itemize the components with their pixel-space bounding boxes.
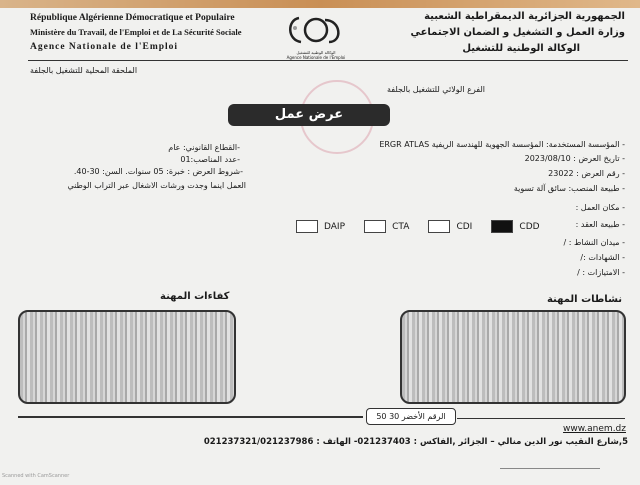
work-note: العمل اينما وجدت ورشات الاشغال عبر التراب الوطني bbox=[67, 181, 246, 190]
checkbox-cta[interactable] bbox=[364, 220, 386, 233]
logo-caption-fr: Agence Nationale de l'Emploi bbox=[286, 55, 346, 60]
legal-sector: -القطاع القانوني: عام bbox=[168, 143, 240, 152]
scan-edge bbox=[0, 0, 640, 8]
benefits: - الامتيازات : / bbox=[577, 268, 625, 277]
activities-heading: نشاطات المهنة bbox=[546, 294, 622, 305]
header-fr-line3: Agence Nationale de l'Emploi bbox=[30, 42, 179, 52]
anem-logo bbox=[285, 14, 347, 60]
header-fr-line2: Ministère du Travail, de l'Emploi et de La Sécurité Sociale bbox=[30, 27, 242, 37]
offer-date: - تاريخ العرض : 2023/08/10 bbox=[524, 154, 625, 163]
label-cdd: CDD bbox=[519, 221, 540, 232]
footer-divider-right bbox=[457, 418, 625, 419]
scan-line bbox=[500, 468, 600, 469]
camscanner-watermark: Scanned with CamScanner bbox=[2, 473, 70, 479]
header-divider bbox=[28, 60, 628, 61]
label-daip: DAIP bbox=[324, 221, 346, 232]
contract-type-row bbox=[296, 216, 554, 235]
label-cdi: CDI bbox=[456, 221, 473, 232]
post-nature: - طبيعة المنصب: سائق آلة تسوية bbox=[513, 184, 625, 193]
checkbox-cdi[interactable] bbox=[428, 220, 450, 233]
local-office: الملحقة المحلية للتشغيل بالجلفة bbox=[30, 66, 138, 75]
checkbox-daip[interactable] bbox=[296, 220, 318, 233]
employer: - المؤسسة المستخدمة: المؤسسة الجهوية للهندسة الريفية ERGR ATLAS bbox=[379, 140, 625, 149]
work-place: - مكان العمل : bbox=[575, 203, 625, 212]
logo-caption-ar: الوكالة الوطنية للتشغيل bbox=[296, 50, 336, 55]
offer-number: - رقم العرض : 23022 bbox=[548, 169, 625, 178]
logo-icon bbox=[285, 14, 347, 46]
page-title: عرض عمل bbox=[228, 104, 390, 126]
activity-field: - ميدان النشاط : / bbox=[563, 238, 625, 247]
header-ar-line3: الوكالة الوطنية للتشغيل bbox=[462, 43, 580, 54]
website-link[interactable]: www.anem.dz bbox=[563, 424, 626, 434]
green-number: الرقم الأخضر 30 50 bbox=[366, 408, 456, 425]
checkbox-cdd[interactable] bbox=[491, 220, 513, 233]
offer-conditions: -شروط العرض : خبرة: 05 سنوات. السن: 30-40. bbox=[73, 167, 243, 176]
header-fr-line1: République Algérienne Démocratique et Populaire bbox=[30, 13, 235, 23]
contract-label: - طبيعة العقد : bbox=[575, 220, 625, 229]
header-ar-line1: الجمهورية الجزائرية الديمقراطية الشعبية bbox=[424, 11, 625, 22]
certificates: - الشهادات :/ bbox=[580, 253, 625, 262]
address: 5,شارع النقيب نور الدين منالي – الجزائر ,الفاكس : 021237403- الهاتف : 021237321/021237986 bbox=[203, 437, 628, 447]
skills-box bbox=[18, 310, 236, 404]
label-cta: CTA bbox=[392, 221, 410, 232]
footer-divider-left bbox=[18, 416, 363, 418]
skills-heading: كفاءات المهنة bbox=[160, 291, 230, 302]
header-ar-line2: وزارة العمل و التشغيل و الضمان الاجتماعي bbox=[410, 27, 625, 38]
regional-office: الفرع الولائي للتشغيل بالجلفة bbox=[387, 85, 485, 94]
positions: -عدد المناصب:01 bbox=[180, 155, 240, 164]
activities-box bbox=[400, 310, 626, 404]
